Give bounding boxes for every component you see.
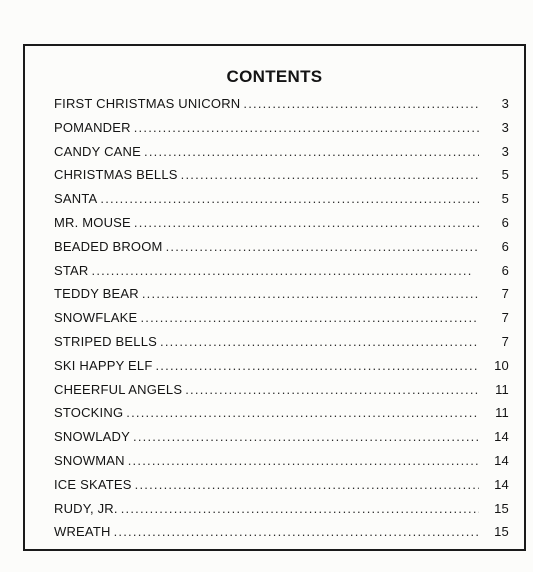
contents-entry	[54, 524, 509, 548]
entry-title: CANDY CANE	[54, 143, 142, 159]
entry-page-number: 3	[501, 119, 509, 135]
dot-leader	[114, 524, 479, 539]
contents-entry	[54, 263, 509, 287]
dot-leader	[128, 453, 479, 468]
entry-page-number: 15	[494, 500, 509, 516]
contents-entry	[54, 120, 509, 144]
dot-leader	[185, 382, 479, 397]
dot-leader	[135, 477, 479, 492]
entry-title: STRIPED BELLS	[54, 333, 158, 349]
entry-title: SNOWFLAKE	[54, 310, 138, 326]
entry-page-number: 7	[501, 310, 509, 326]
contents-entry	[54, 405, 509, 429]
entry-page-number: 6	[501, 262, 509, 278]
entry-title: MR. MOUSE	[54, 214, 131, 230]
dot-leader	[155, 358, 479, 373]
dot-leader	[142, 286, 479, 301]
entry-page-number: 7	[501, 286, 509, 302]
contents-frame	[23, 44, 526, 551]
entry-page-number: 6	[501, 238, 509, 254]
entry-page-number: 7	[501, 333, 509, 349]
entry-title: SKI HAPPY ELF	[54, 357, 153, 373]
dot-leader	[121, 501, 479, 516]
dot-leader	[92, 263, 479, 278]
entry-title: SNOWLADY	[54, 429, 131, 445]
entry-page-number: 14	[494, 476, 509, 492]
entry-title: BEADED BROOM	[54, 238, 163, 254]
entry-page-number: 5	[501, 191, 509, 207]
entry-title: POMANDER	[54, 119, 131, 135]
entry-title: STAR	[54, 262, 89, 278]
entry-page-number: 5	[501, 167, 509, 183]
dot-leader	[134, 120, 479, 135]
entry-title: ICE SKATES	[54, 476, 132, 492]
dot-leader	[140, 310, 479, 325]
contents-entry	[54, 286, 509, 310]
contents-entry	[54, 453, 509, 477]
entry-title: WREATH	[54, 524, 111, 540]
contents-entry	[54, 239, 509, 263]
entry-page-number: 14	[494, 452, 509, 468]
entry-page-number: 11	[495, 381, 509, 397]
dot-leader	[166, 239, 479, 254]
contents-entry	[54, 358, 509, 382]
entry-title: SANTA	[54, 191, 98, 207]
contents-title: CONTENTS	[226, 67, 323, 86]
dot-leader	[126, 405, 479, 420]
dot-leader	[100, 191, 479, 206]
contents-list	[54, 96, 509, 548]
contents-entry	[54, 215, 509, 239]
dot-leader	[144, 144, 479, 159]
dot-leader	[133, 429, 479, 444]
dot-leader	[134, 215, 479, 230]
contents-entry	[54, 96, 509, 120]
contents-entry	[54, 477, 509, 501]
entry-title: CHRISTMAS BELLS	[54, 167, 178, 183]
contents-entry	[54, 191, 509, 215]
entry-title: SNOWMAN	[54, 452, 125, 468]
entry-title: STOCKING	[54, 405, 124, 421]
entry-page-number: 15	[494, 524, 509, 540]
entry-page-number: 10	[494, 357, 509, 373]
entry-page-number: 11	[495, 405, 509, 421]
dot-leader	[181, 167, 479, 182]
entry-page-number: 3	[501, 96, 509, 111]
contents-entry	[54, 310, 509, 334]
entry-page-number: 3	[501, 143, 509, 159]
entry-title: RUDY, JR.	[54, 500, 118, 516]
dot-leader	[243, 96, 479, 111]
contents-entry	[54, 167, 509, 191]
contents-entry	[54, 334, 509, 358]
entry-title: CHEERFUL ANGELS	[54, 381, 183, 397]
entry-page-number: 6	[501, 214, 509, 230]
contents-entry	[54, 144, 509, 168]
dot-leader	[160, 334, 479, 349]
entry-title: TEDDY BEAR	[54, 286, 139, 302]
contents-entry	[54, 382, 509, 406]
entry-page-number: 14	[494, 429, 509, 445]
contents-entry	[54, 429, 509, 453]
contents-entry	[54, 501, 509, 525]
entry-title: FIRST CHRISTMAS UNICORN	[54, 96, 241, 111]
